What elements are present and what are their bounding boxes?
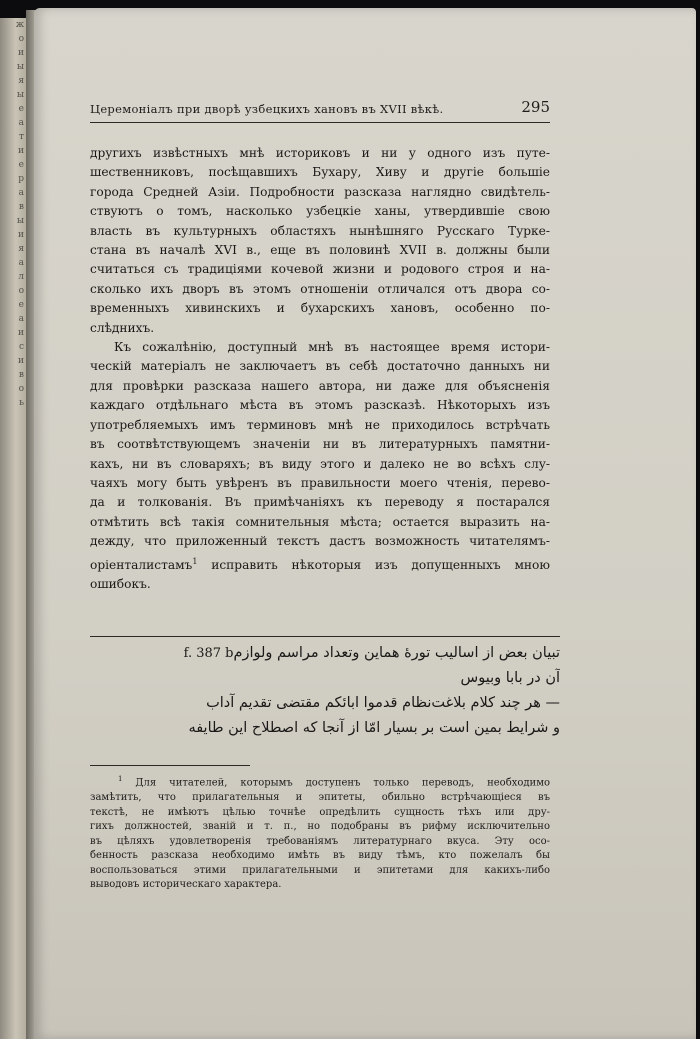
folio-reference: f. 387 b	[183, 646, 234, 661]
text-line: слѣднихъ.	[90, 320, 155, 335]
adjacent-page-edge	[0, 18, 26, 1039]
adjacent-page-text-fragments: ж о и ы я ы е a т и е р а в ы и я a л о е а и с и в о ь	[15, 20, 24, 408]
text-line: считаться съ традиціями кочевой жизни и родового строя и на-	[90, 262, 550, 277]
text-line: для провѣрки разсказа нашего автора, ни даже для объясненія	[90, 378, 550, 393]
footnote	[90, 772, 550, 893]
persian-line: آن در بابا وبیوس	[460, 670, 560, 686]
text-line: кахъ, ни въ словаряхъ; въ виду этого и далеко не во всѣхъ слу-	[90, 456, 550, 471]
text-line: стана въ началѣ XVI в., еще въ половинѣ XVII в. должны были	[90, 243, 550, 258]
footnote-line: выводовъ историческаго характера.	[90, 879, 282, 891]
running-title: Церемоніалъ при дворѣ узбецкихъ хановъ въ XVII вѣкѣ.	[90, 102, 444, 116]
footnote-line	[90, 772, 550, 791]
text-line: каждаго отдѣльнаго мѣста въ этомъ разсказѣ. Нѣкоторыхъ изъ	[90, 398, 550, 413]
text-line: чаяхъ могу быть увѣренъ въ правильности моего чтенія, перево-	[90, 475, 550, 490]
text-line: сколько ихъ дворъ въ этомъ отношеніи отличался отъ двора со-	[90, 281, 550, 296]
text-line: употребляемыхъ имъ терминовъ мнѣ не приходилось встрѣчать	[90, 417, 550, 432]
text-fragment: исправить нѣкоторыя изъ допущенныхъ мною	[197, 557, 550, 572]
persian-line: و شرایط بمین است بر بسیار امّا از آنجا که اصطلاح این طایفه	[188, 720, 560, 736]
footnote-line: гихъ должностей, званій и т. п., но подобраны въ рифму исключительно	[90, 821, 550, 833]
footnote-line: бенность разсказа необходимо имѣть въ виду тѣмъ, кто пожелалъ бы	[90, 850, 550, 862]
paragraph-2	[90, 338, 550, 594]
text-line: города Средней Азіи. Подробности разсказа наглядно свидѣтель-	[90, 184, 550, 199]
footnote-line: замѣтить, что прилагательныя и эпитеты, обильно встрѣчающіеся въ	[90, 791, 550, 803]
text-line: ствуютъ о томъ, насколько узбецкіе ханы, утвердившіе свою	[90, 204, 550, 219]
persian-text-block	[90, 636, 560, 741]
text-line: ошибокъ.	[90, 577, 151, 591]
footnote-marker: 1	[118, 775, 123, 783]
text-line: временныхъ хивинскихъ и бухарскихъ хановъ, особенно по-	[90, 301, 550, 316]
text-fragment: оріенталистамъ	[90, 557, 193, 572]
footnote-line: воспользоваться этими прилагательными и эпитетами для какихъ-либо	[90, 864, 550, 876]
persian-heading-line	[90, 641, 560, 666]
text-line: Къ сожалѣнію, доступный мнѣ въ настоящее время истори-	[114, 340, 550, 355]
footnote-reference: 1	[192, 556, 198, 566]
page-header	[90, 96, 550, 123]
text-line-with-footnote	[90, 552, 550, 575]
footnote-line: текстѣ, не имѣютъ цѣлью точнѣе опредѣлить сущность тѣхъ или дру-	[90, 806, 550, 818]
text-line: ческій матеріалъ не заключаетъ въ себѣ достаточно данныхъ ни	[90, 359, 550, 374]
text-line: да и толкованія. Въ примѣчаніяхъ къ переводу я постарался	[90, 495, 550, 510]
footnote-line: въ цѣляхъ удовлетворенія требованіямъ литературнаго вкуса. Эту осо-	[90, 835, 550, 847]
text-line: отмѣтить всѣ такія сомнительныя мѣста; остается выразить на-	[90, 514, 550, 529]
footnote-text: Для читателей, которымъ доступенъ только переводъ, необходимо	[135, 777, 550, 789]
text-line: въ соотвѣтствующемъ значеніи ни въ литературныхъ памятни-	[90, 437, 550, 452]
footnote-divider	[90, 765, 250, 766]
text-line: другихъ извѣстныхъ мнѣ историковъ и ни у одного изъ путе-	[90, 146, 550, 160]
page-number: 295	[521, 98, 550, 116]
persian-text: تبیان بعض از اسالیب تورهٔ هماین وتعداد مراسم ولوازم	[233, 645, 560, 661]
body-text	[90, 144, 550, 594]
text-line: власть въ культурныхъ областяхъ нынѣшняго Русскаго Туркe-	[90, 223, 550, 238]
text-line: шественниковъ, посѣщавшихъ Бухару, Хиву и другіе большіе	[90, 165, 550, 180]
paragraph-1	[90, 144, 550, 338]
persian-line: — هر چند کلام بلاغت‌نظام قدموا ابائکم مقتضی تقدیم آداب	[206, 695, 560, 711]
text-line: дежду, что приложенный текстъ дастъ возможность читателямъ-	[90, 534, 550, 549]
